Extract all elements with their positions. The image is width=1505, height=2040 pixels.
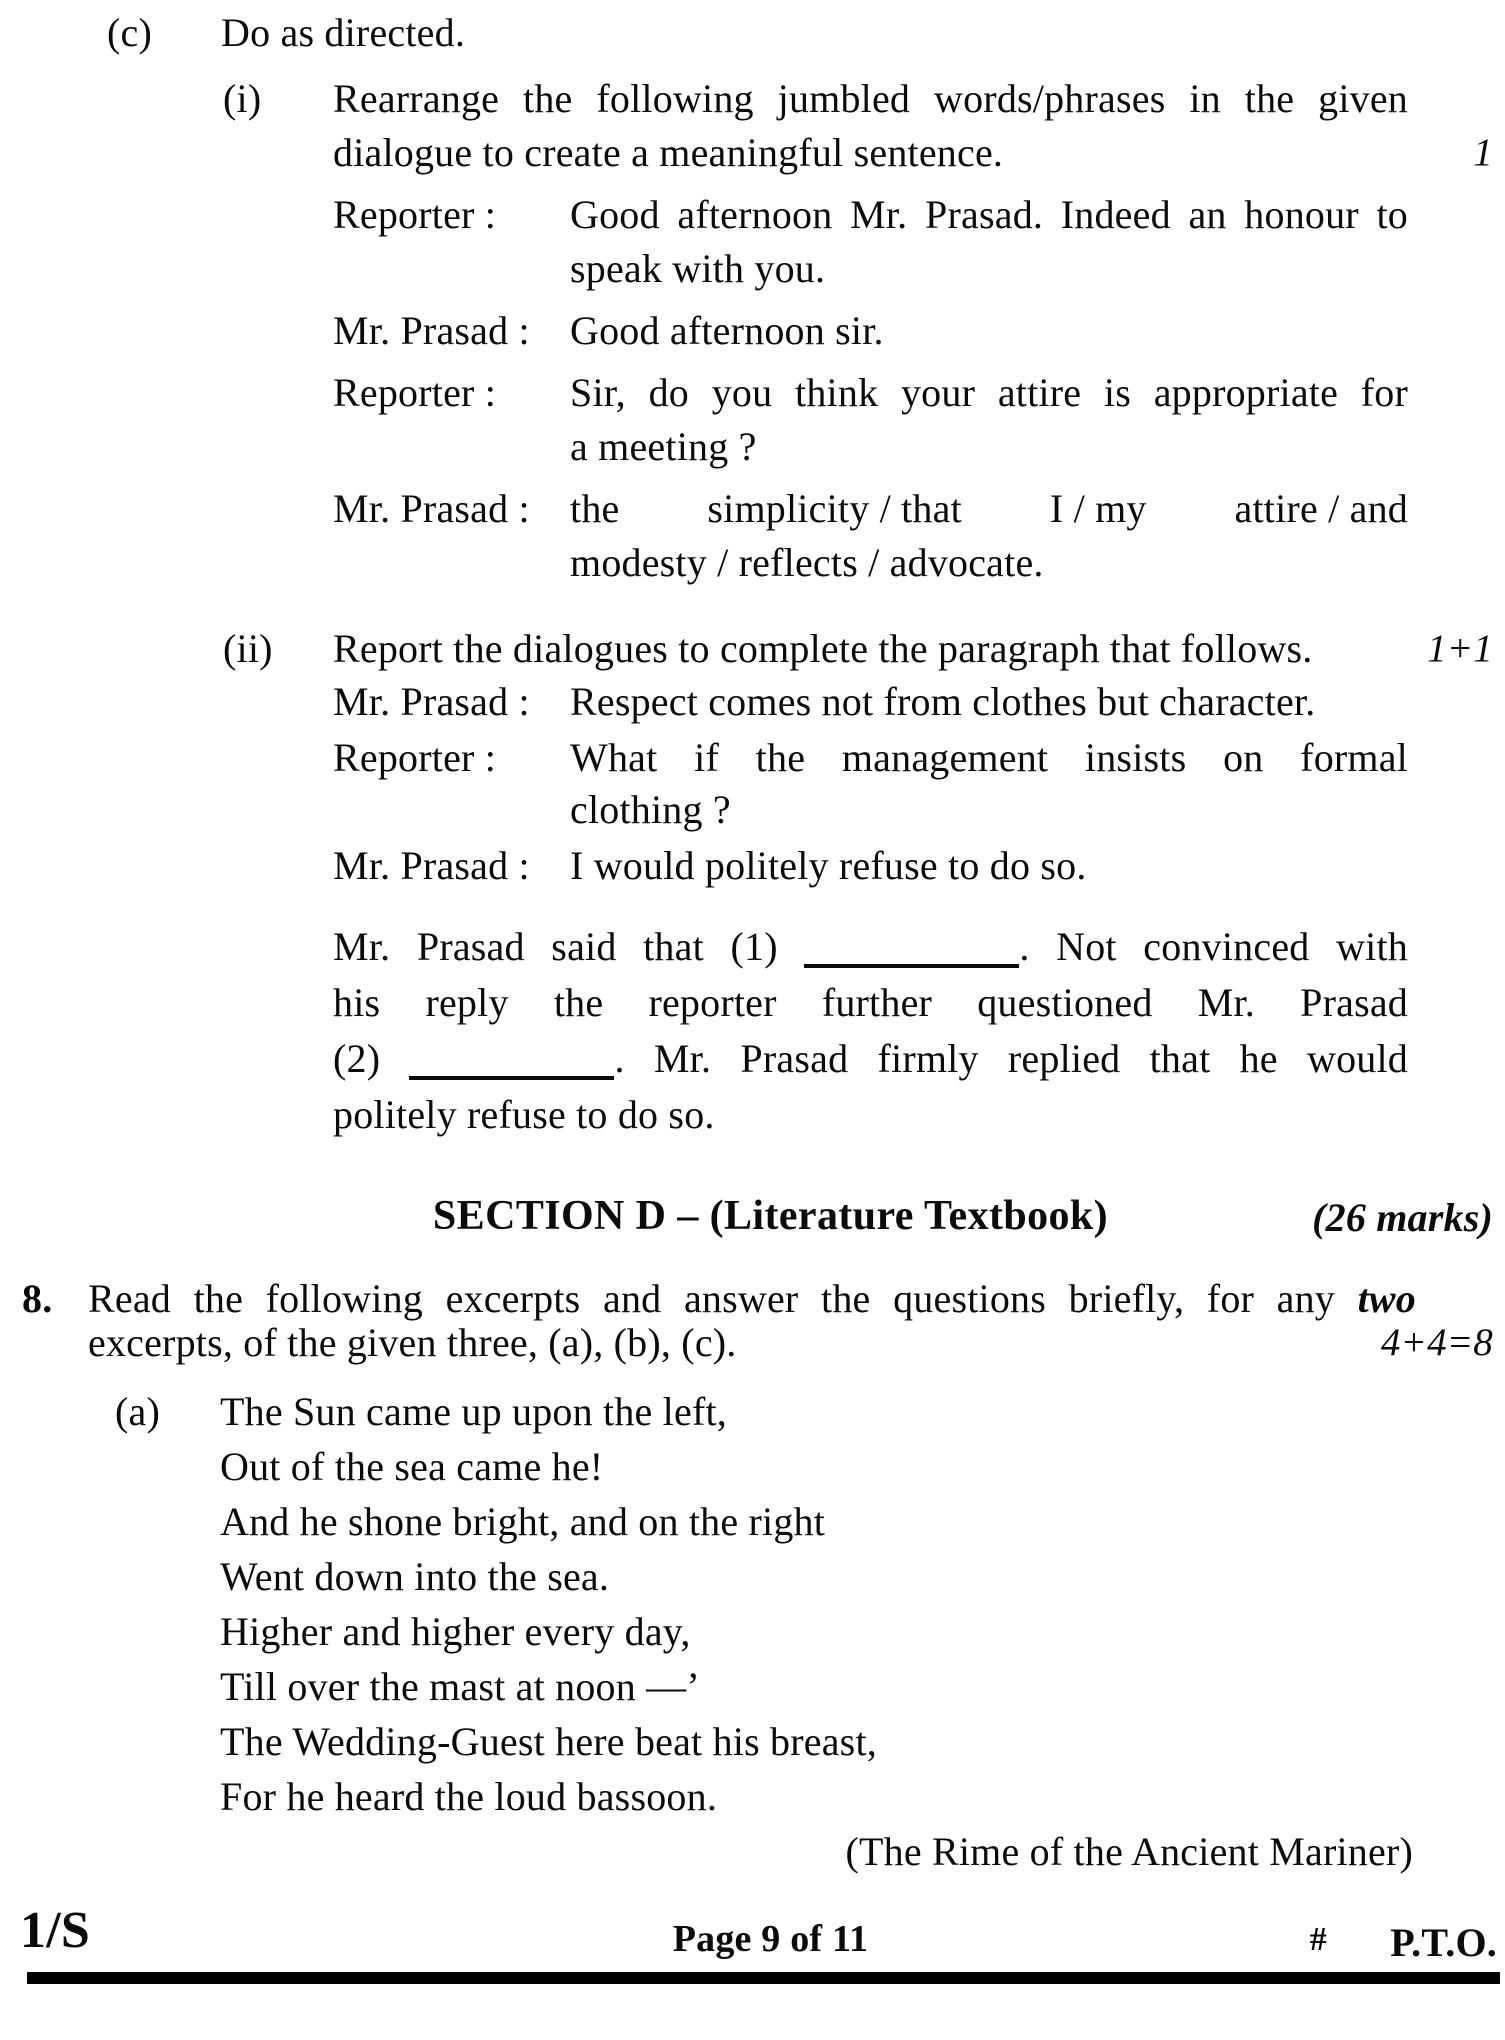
dialogue-line: Sir, do you think your attire is appropriate for — [570, 370, 1408, 415]
speaker-label: Mr. Prasad : — [333, 843, 530, 888]
blank-2 — [409, 1050, 614, 1080]
question-c-i-label: (i) — [223, 76, 262, 121]
dialogue-ii — [333, 676, 1408, 892]
poem-line: Went down into the sea. — [220, 1554, 610, 1599]
q8-two-emphasis: two — [1357, 1276, 1416, 1321]
question-c-label: (c) — [107, 10, 152, 55]
poem-line: The Wedding-Guest here beat his breast, — [220, 1719, 877, 1764]
footer-divider-bar — [27, 1972, 1500, 1984]
paragraph-line-3 — [333, 1031, 1408, 1087]
paragraph-text: (2) — [333, 1036, 381, 1081]
hash-mark: # — [1309, 1921, 1327, 1958]
speaker-label: Reporter : — [333, 735, 497, 780]
dialogue-row — [333, 676, 1408, 728]
section-d-heading-row — [0, 1189, 1505, 1243]
dialogue-i — [333, 188, 1408, 590]
dialogue-line: Respect comes not from clothes but character. — [570, 679, 1316, 724]
question-8-line-2: excerpts, of the given three, (a), (b), (c). — [88, 1320, 737, 1365]
jumbled-phrase: the — [570, 486, 620, 531]
question-8 — [22, 1277, 1493, 1365]
jumbled-phrases-line — [570, 482, 1408, 536]
poem-line: Higher and higher every day, — [220, 1609, 691, 1654]
dialogue-row — [333, 304, 1408, 358]
booklet-code: 1/S — [20, 1902, 90, 1959]
page-number: Page 9 of 11 — [672, 1918, 869, 1960]
question-8-number: 8. — [22, 1276, 53, 1321]
marks-q8: 4+4=8 — [1380, 1321, 1493, 1364]
poem-attribution: (The Rime of the Ancient Mariner) — [845, 1829, 1413, 1874]
dialogue-line: modesty / reflects / advocate. — [570, 540, 1044, 585]
dialogue-line: I would politely refuse to do so. — [570, 843, 1087, 888]
poem-line: Till over the mast at noon —’ — [220, 1664, 700, 1709]
speaker-label: Reporter : — [333, 370, 497, 415]
question-c-ii — [223, 622, 1493, 676]
page-footer — [0, 1902, 1505, 1971]
speech-lines — [570, 188, 1408, 296]
dialogue-row — [333, 732, 1408, 836]
instruction-line: Report the dialogues to complete the paragraph that follows. — [333, 626, 1313, 671]
marks-c-i: 1 — [1473, 131, 1493, 174]
jumbled-phrase: attire / and — [1234, 486, 1408, 531]
instruction-line: dialogue to create a meaningful sentence. — [333, 130, 1004, 175]
poem-line: Out of the sea came he! — [220, 1444, 604, 1489]
paragraph-text: Mr. Prasad said that (1) — [333, 924, 778, 969]
question-c-title: Do as directed. — [221, 10, 466, 55]
speech-lines — [570, 676, 1408, 728]
dialogue-line: clothing ? — [570, 787, 731, 832]
dialogue-line: a meeting ? — [570, 424, 757, 469]
speech-lines — [570, 366, 1408, 474]
section-d-heading: SECTION D – (Literature Textbook) — [432, 1193, 1109, 1239]
marks-c-ii: 1+1 — [1427, 627, 1493, 670]
dialogue-line: Good afternoon sir. — [570, 308, 884, 353]
dialogue-line: Good afternoon Mr. Prasad. Indeed an honour to — [570, 192, 1408, 237]
reported-speech-paragraph — [333, 919, 1408, 1143]
paragraph-text: . Not convinced with — [1019, 924, 1408, 969]
paragraph-line-2: his reply the reporter further questioned Mr. Prasad — [333, 980, 1408, 1025]
dialogue-row — [333, 840, 1408, 892]
question-c-i-instruction — [333, 72, 1408, 180]
poem-line: And he shone bright, and on the right — [220, 1499, 826, 1544]
question-8-line-1 — [88, 1277, 1416, 1321]
jumbled-phrase: I / my — [1049, 486, 1147, 531]
jumbled-phrase: simplicity / that — [707, 486, 962, 531]
paragraph-text: . Mr. Prasad firmly replied that he would — [614, 1036, 1408, 1081]
question-8-body — [88, 1277, 1416, 1365]
poem-lines — [220, 1384, 1505, 1824]
speech-lines — [570, 304, 1408, 358]
question-c-ii-label: (ii) — [223, 626, 273, 671]
dialogue-line: What if the management insists on formal — [570, 735, 1408, 780]
instruction-line: Rearrange the following jumbled words/phrases in the given — [333, 76, 1408, 121]
paragraph-line-1 — [333, 919, 1408, 975]
question-c-row — [107, 6, 1505, 60]
exam-paper-page — [0, 6, 1505, 2040]
section-d-marks: (26 marks) — [1312, 1195, 1493, 1240]
question-8-text: Read the following excerpts and answer the questions briefly, for any — [88, 1276, 1335, 1321]
pto-label: P.T.O. — [1390, 1920, 1497, 1965]
speaker-label: Mr. Prasad : — [333, 486, 530, 531]
speaker-label: Mr. Prasad : — [333, 679, 530, 724]
excerpt-a — [115, 1384, 1505, 1824]
blank-1 — [804, 938, 1019, 968]
dialogue-row — [333, 482, 1408, 590]
speech-lines — [570, 482, 1408, 590]
speech-lines — [570, 732, 1408, 836]
dialogue-row — [333, 188, 1408, 296]
question-c-ii-instruction — [333, 622, 1408, 676]
poem-line: The Sun came up upon the left, — [220, 1389, 727, 1434]
speaker-label: Mr. Prasad : — [333, 308, 530, 353]
question-c-i — [223, 72, 1493, 180]
dialogue-line: speak with you. — [570, 246, 826, 291]
speaker-label: Reporter : — [333, 192, 497, 237]
paragraph-line-4: politely refuse to do so. — [333, 1092, 715, 1137]
speech-lines — [570, 840, 1408, 892]
poem-line: For he heard the loud bassoon. — [220, 1774, 718, 1819]
excerpt-a-label: (a) — [115, 1389, 160, 1434]
dialogue-row — [333, 366, 1408, 474]
